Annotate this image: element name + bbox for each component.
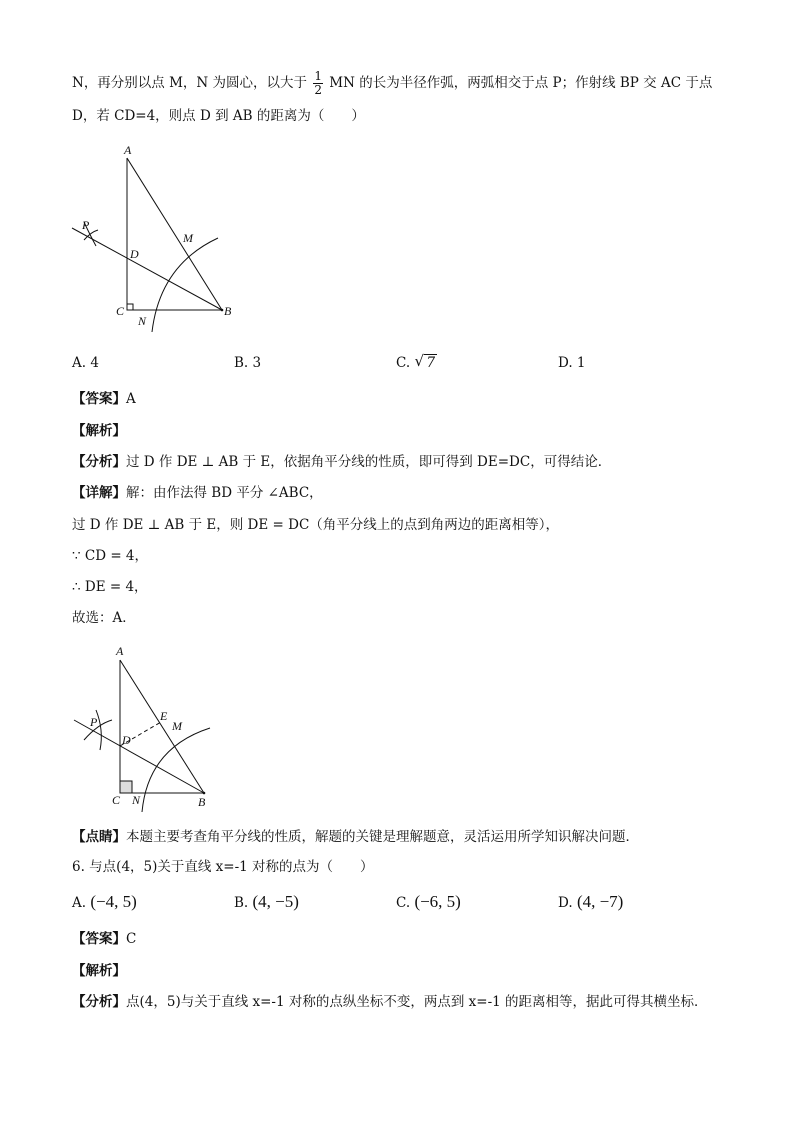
option-b: B. 3 xyxy=(234,355,262,371)
p6-option-value: (−6, 5) xyxy=(414,892,461,911)
option-a: A. 4 xyxy=(72,355,99,371)
label-d: D xyxy=(122,733,131,747)
sqrt-symbol: √ 7 xyxy=(414,352,436,371)
sqrt-radicand: 7 xyxy=(426,355,436,371)
dianjing-line xyxy=(72,828,639,846)
option-c-letter: C. xyxy=(396,355,411,371)
answer-tag: 【答案】 xyxy=(72,391,126,407)
xiangjie-tag: 【详解】 xyxy=(72,485,126,501)
label-m: M xyxy=(172,719,182,733)
p6-option-letter: C. xyxy=(396,895,411,911)
label-d: D xyxy=(130,247,139,261)
fraction-denominator: 2 xyxy=(314,83,322,97)
step-3: ∵ CD = 4， xyxy=(72,548,149,564)
problem-text: MN 的长为半径作弧，两弧相交于点 P；作射线 BP 交 AC 于点 xyxy=(329,75,713,91)
p6-fenxi-line xyxy=(72,993,708,1011)
xiangjie-line xyxy=(72,484,323,502)
option-d: D. 1 xyxy=(558,355,586,371)
label-p: P xyxy=(82,218,90,232)
fenxi-text: 点(4，5)与关于直线 x=-1 对称的点纵坐标不变，两点到 x=-1 的距离相等，据此可得其横坐标． xyxy=(126,994,708,1010)
dianjing-text: 本题主要考查角平分线的性质，解题的关键是理解题意，灵活运用所学知识解决问题． xyxy=(126,829,639,845)
analysis-tag: 【解析】 xyxy=(72,423,126,439)
label-b: B xyxy=(198,795,206,809)
label-c: C xyxy=(112,793,121,807)
answer-tag: 【答案】 xyxy=(72,931,126,947)
label-m: M xyxy=(183,231,193,245)
p6-option-value: (4, −5) xyxy=(252,892,299,911)
p6-answer-line xyxy=(72,930,136,948)
label-p: P xyxy=(90,715,98,729)
label-e: E xyxy=(160,709,168,723)
step-2: 过 D 作 DE ⊥ AB 于 E，则 DE = DC（角平分线上的点到角两边的距离相等）， xyxy=(72,517,560,533)
answer-value: A xyxy=(126,391,136,407)
triangle-figure-1 xyxy=(60,140,260,340)
xiangjie-text: 解：由作法得 BD 平分 ∠ABC， xyxy=(126,485,323,501)
problem-text: N，再分别以点 M，N 为圆心，以大于 xyxy=(72,75,308,91)
label-b: B xyxy=(224,304,232,318)
fraction-one-half xyxy=(313,70,323,97)
p6-option-d xyxy=(558,893,623,912)
label-n: N xyxy=(132,793,141,807)
p6-option-b xyxy=(234,893,299,912)
p6-option-letter: A. xyxy=(72,895,87,911)
p6-option-a xyxy=(72,893,137,912)
p6-analysis-tag: 【解析】 xyxy=(72,963,126,979)
fenxi-tag: 【分析】 xyxy=(72,994,126,1010)
step-5: 故选：A． xyxy=(72,610,136,626)
p6-option-letter: B. xyxy=(234,895,249,911)
problem-line-2: D，若 CD=4，则点 D 到 AB 的距离为（ ） xyxy=(72,108,365,124)
label-n: N xyxy=(138,314,147,328)
answer-line xyxy=(72,390,136,408)
dianjing-tag: 【点睛】 xyxy=(72,829,126,845)
p6-option-c xyxy=(396,893,461,912)
triangle-figure-2 xyxy=(60,640,260,820)
fenxi-line xyxy=(72,453,611,471)
answer-value: C xyxy=(126,931,137,947)
label-a: A xyxy=(124,143,132,157)
problem-6-stem: 6. 与点(4，5)关于直线 x=-1 对称的点为（ ） xyxy=(72,859,374,875)
label-c: C xyxy=(116,304,125,318)
fenxi-tag: 【分析】 xyxy=(72,454,126,470)
p6-option-value: (4, −7) xyxy=(576,892,624,911)
fraction-numerator: 1 xyxy=(314,69,322,83)
p6-option-value: (−4, 5) xyxy=(90,892,137,911)
step-4: ∴ DE = 4， xyxy=(72,579,148,595)
label-a: A xyxy=(116,644,124,658)
problem-line-1 xyxy=(72,70,712,97)
p6-option-letter: D. xyxy=(558,895,573,911)
option-c xyxy=(396,354,437,372)
fenxi-text: 过 D 作 DE ⊥ AB 于 E，依据角平分线的性质，即可得到 DE=DC，可得结论． xyxy=(126,454,612,470)
